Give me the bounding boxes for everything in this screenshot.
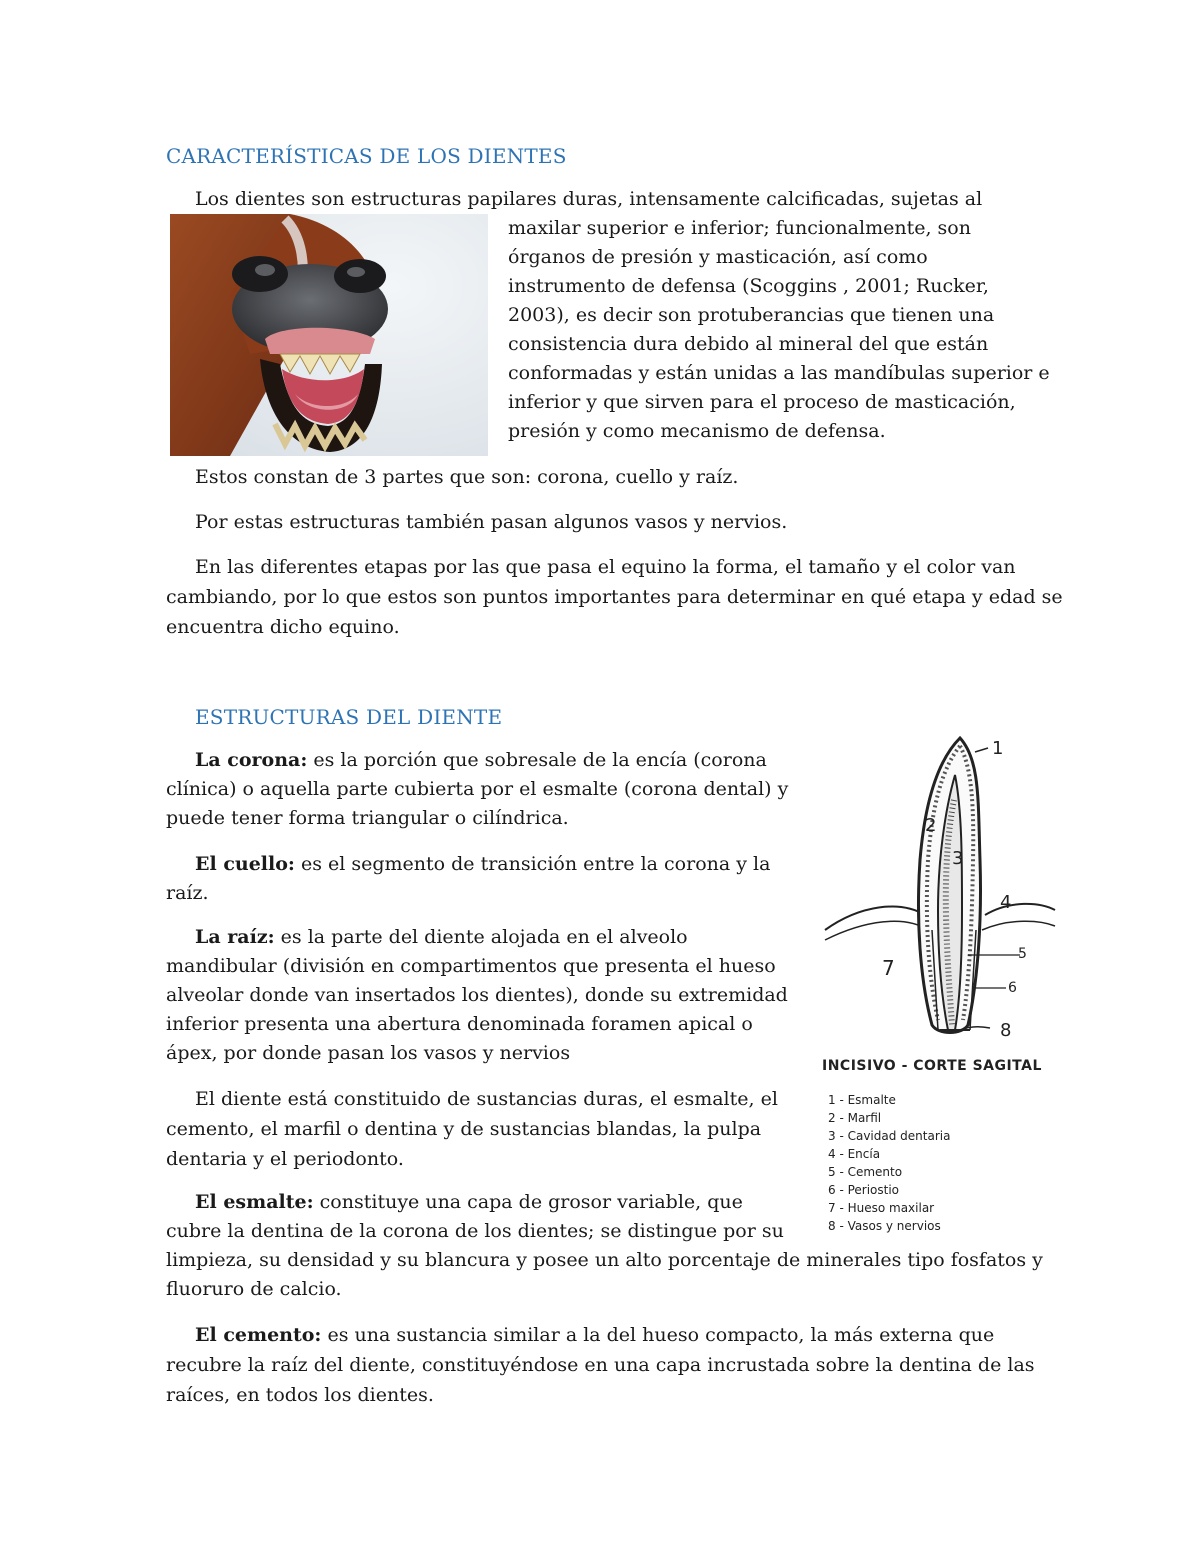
intro-line-5: consistencia dura debido al mineral del que están xyxy=(508,333,989,355)
legend-item-6: 6 - Periostio xyxy=(828,1183,900,1197)
diagram-number-4: 4 xyxy=(1000,892,1012,913)
cuello-term: El cuello: xyxy=(195,853,295,875)
horse-photo-illustration xyxy=(170,214,488,456)
cemento-line-0 xyxy=(195,1326,994,1345)
legend-item-3: 3 - Cavidad dentaria xyxy=(828,1129,951,1143)
cemento-line-1: recubre la raíz del diente, constituyéndose en una capa incrustada sobre la dentina de las xyxy=(166,1354,1035,1376)
legend-item-7: 7 - Hueso maxilar xyxy=(828,1201,935,1215)
paragraph-vasos: Por estas estructuras también pasan algunos vasos y nervios. xyxy=(195,511,788,533)
cuello-line-1: raíz. xyxy=(166,882,209,904)
diagram-number-3: 3 xyxy=(952,848,964,869)
tooth-cross-section-drawing xyxy=(820,730,1060,1050)
diagram-number-7: 7 xyxy=(882,956,895,980)
legend-item-1: 1 - Esmalte xyxy=(828,1093,896,1107)
constituido-line-1: cemento, el marfil o dentina y de sustancias blandas, la pulpa xyxy=(166,1118,762,1140)
corona-text: es la porción que sobresale de la encía (corona xyxy=(307,749,767,771)
corona-line-2: puede tener forma triangular o cilíndrica. xyxy=(166,807,569,829)
cemento-text: es una sustancia similar a la del hueso compacto, la más externa que xyxy=(321,1324,995,1346)
legend-item-8: 8 - Vasos y nervios xyxy=(828,1219,941,1233)
intro-line-3: instrumento de defensa (Scoggins , 2001; Rucker, xyxy=(508,275,989,297)
cemento-term: El cemento: xyxy=(195,1324,322,1346)
diagram-number-6: 6 xyxy=(1008,980,1017,996)
cuello-text: es el segmento de transición entre la corona y la xyxy=(294,853,771,875)
raiz-line-4: ápex, por donde pasan los vasos y nervios xyxy=(166,1042,571,1064)
intro-line-0: Los dientes son estructuras papilares duras, intensamente calcificadas, sujetas al xyxy=(195,188,983,210)
paragraph-etapas-line-1: cambiando, por lo que estos son puntos importantes para determinar en qué etapa y edad se xyxy=(166,586,1063,608)
esmalte-line-1: cubre la dentina de la corona de los dientes; se distingue por su xyxy=(166,1220,784,1242)
incisor-sagittal-diagram xyxy=(820,730,1060,1250)
raiz-line-2: alveolar donde van insertados los dientes), donde su extremidad xyxy=(166,984,788,1006)
esmalte-text: constituye una capa de grosor variable, que xyxy=(313,1191,743,1213)
esmalte-line-0 xyxy=(195,1193,743,1212)
raiz-term: La raíz: xyxy=(195,926,275,948)
esmalte-line-2: limpieza, su densidad y su blancura y posee un alto porcentaje de minerales tipo fosfatos y xyxy=(166,1249,1043,1271)
intro-line-7: inferior y que sirven para el proceso de masticación, xyxy=(508,391,1016,413)
diagram-number-1: 1 xyxy=(992,738,1004,759)
paragraph-partes: Estos constan de 3 partes que son: corona, cuello y raíz. xyxy=(195,466,739,488)
corona-term: La corona: xyxy=(195,749,308,771)
esmalte-term: El esmalte: xyxy=(195,1191,314,1213)
intro-line-1: maxilar superior e inferior; funcionalmente, son xyxy=(508,217,971,239)
diagram-title: INCISIVO - CORTE SAGITAL xyxy=(822,1058,1042,1074)
intro-line-8: presión y como mecanismo de defensa. xyxy=(508,420,886,442)
diagram-number-5: 5 xyxy=(1018,946,1027,962)
corona-line-1: clínica) o aquella parte cubierta por el esmalte (corona dental) y xyxy=(166,778,789,800)
cuello-line-0 xyxy=(195,855,770,874)
legend-item-5: 5 - Cemento xyxy=(828,1165,903,1179)
diagram-number-8: 8 xyxy=(1000,1020,1012,1041)
raiz-line-0 xyxy=(195,928,688,947)
section-heading-estructuras: ESTRUCTURAS DEL DIENTE xyxy=(195,705,503,729)
paragraph-etapas-line-2: encuentra dicho equino. xyxy=(166,616,400,638)
diagram-number-2: 2 xyxy=(925,815,937,836)
intro-line-4: 2003), es decir son protuberancias que tienen una xyxy=(508,304,995,326)
constituido-line-2: dentaria y el periodonto. xyxy=(166,1148,404,1170)
horse-teeth-photo xyxy=(170,214,488,456)
raiz-line-1: mandibular (división en compartimentos que presenta el hueso xyxy=(166,955,776,977)
section-heading-caracteristicas: CARACTERÍSTICAS DE LOS DIENTES xyxy=(166,144,567,168)
legend-item-4: 4 - Encía xyxy=(828,1147,881,1161)
constituido-line-0: El diente está constituido de sustancias duras, el esmalte, el xyxy=(195,1088,778,1110)
esmalte-line-3: fluoruro de calcio. xyxy=(166,1278,342,1300)
intro-line-6: conformadas y están unidas a las mandíbulas superior e xyxy=(508,362,1050,384)
paragraph-etapas-line-0: En las diferentes etapas por las que pasa el equino la forma, el tamaño y el color van xyxy=(195,556,1016,578)
corona-line-0 xyxy=(195,751,767,770)
raiz-text: es la parte del diente alojada en el alveolo xyxy=(274,926,688,948)
intro-line-2: órganos de presión y masticación, así como xyxy=(508,246,928,268)
raiz-line-3: inferior presenta una abertura denominada foramen apical o xyxy=(166,1013,753,1035)
cemento-line-2: raíces, en todos los dientes. xyxy=(166,1384,434,1406)
legend-item-2: 2 - Marfil xyxy=(828,1111,882,1125)
